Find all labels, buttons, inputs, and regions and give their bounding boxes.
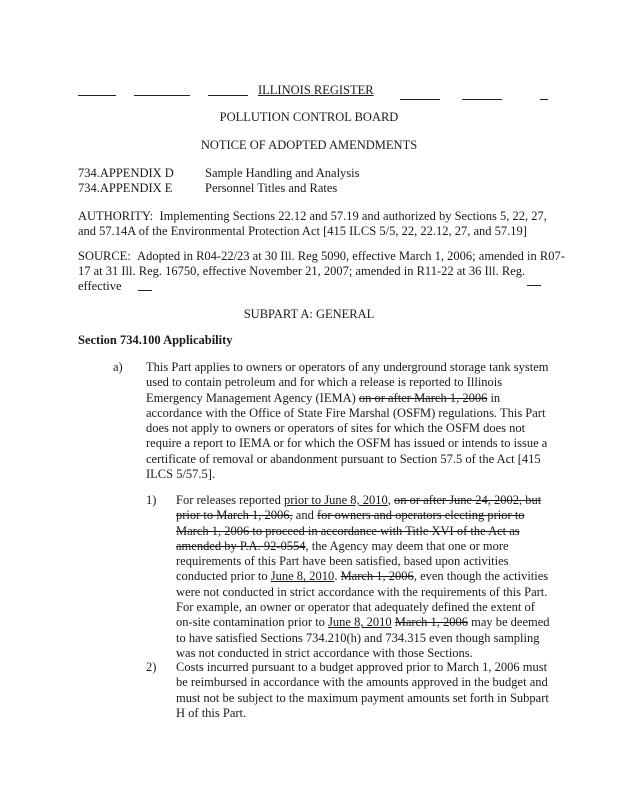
- item-a-line-5: does not apply to owners or operators of sites for which the OSFM does not: [146, 421, 526, 436]
- authority-line-1: [78, 209, 547, 224]
- source-text-1: Adopted in R04-22/23 at 30 Ill. Reg 5090, effective March 1, 2006; amended in R07-: [137, 249, 565, 263]
- item-1-line-5: requirements of this Part have been satisfied, based upon activities: [176, 554, 509, 569]
- item-a-marker: a): [113, 360, 123, 374]
- appendix-e-id: 734.APPENDIX E: [78, 181, 173, 195]
- item-1-line-8: For example, an owner or operator that adequately defined the extent of: [176, 600, 535, 615]
- source-line-3: effective: [78, 279, 122, 293]
- item-1-text: [176, 493, 586, 661]
- item-a-struck: on or after March 1, 2006: [358, 390, 488, 405]
- authority-label: AUTHORITY:: [78, 209, 154, 223]
- header-blank-3: [208, 95, 248, 96]
- source-blank-2: [527, 285, 541, 286]
- item-1-line-9: on-site contamination prior to June 8, 2010 March 1, 2006 may be deemed: [176, 615, 550, 630]
- header-blank-5: [462, 99, 502, 100]
- item-a-line-4: accordance with the Office of State Fire Marshal (OSFM) regulations. This Part: [146, 405, 546, 420]
- section-heading: Section 734.100 Applicability: [78, 333, 233, 347]
- item-1-line-2: prior to March 1, 2006, and for owners and operators electing prior to: [176, 508, 525, 523]
- source-line-1: [78, 249, 565, 264]
- item-1-line-6: conducted prior to June 8, 2010. March 1, 2006, even though the activities: [176, 569, 549, 584]
- register-title: ILLINOIS REGISTER: [258, 83, 374, 97]
- item-a-line-3: Emergency Management Agency (IEMA) on or after March 1, 2006 in: [146, 390, 501, 405]
- item-1-line-7: were not conducted in strict accordance with the requirements of this Part.: [176, 584, 548, 599]
- item-a-line-6: require a report to IEMA or for which the OSFM has issued or intends to issue a: [146, 436, 548, 451]
- appendix-d-id: 734.APPENDIX D: [78, 166, 174, 180]
- source-label: SOURCE:: [78, 249, 131, 263]
- item-2-line-3: must not be subject to the maximum payment amounts set forth in Subpart: [176, 690, 549, 705]
- subpart-heading: SUBPART A: GENERAL: [243, 307, 375, 321]
- notice-title: NOTICE OF ADOPTED AMENDMENTS: [200, 138, 418, 152]
- authority-text-1: Implementing Sections 22.12 and 57.19 and authorized by Sections 5, 22, 27,: [159, 209, 547, 223]
- item-1-line-3: March 1, 2006 to proceed in accordance with Title XVI of the Act as: [176, 523, 520, 538]
- item-a-line-7: certificate of removal or abandonment pursuant to Section 57.5 of the Act [415: [146, 451, 541, 466]
- appendix-e-title: Personnel Titles and Rates: [205, 181, 338, 195]
- authority-line-2: and 57.14A of the Environmental Protection Act [415 ILCS 5/5, 22, 22.12, 27, and 57.19]: [78, 224, 527, 238]
- header-blank-6: [540, 99, 548, 100]
- header-blank-2: [134, 95, 190, 96]
- item-2-text: [176, 660, 586, 721]
- source-line-2: 17 at 31 Ill. Reg. 16750, effective November 21, 2007; amended in R11-22 at 36 Ill. Reg.: [78, 264, 526, 278]
- header-blank-1: [78, 95, 116, 96]
- item-1-marker: 1): [146, 493, 157, 507]
- appendix-d-title: Sample Handling and Analysis: [205, 166, 360, 180]
- item-1-line-4: amended by P.A. 92-0554, the Agency may deem that one or more: [176, 538, 509, 553]
- item-2-line-2: be reimbursed in accordance with the amounts approved in the budget and: [176, 675, 548, 690]
- item-1-line-1: For releases reported prior to June 8, 2010, on or after June 24, 2002, but: [176, 493, 542, 507]
- header-blank-4: [400, 99, 440, 100]
- source-blank-1: [138, 290, 152, 291]
- board-title: POLLUTION CONTROL BOARD: [219, 110, 399, 124]
- item-1-line-11: was not conducted in strict accordance with those Sections.: [176, 645, 473, 660]
- item-2-line-4: H of this Part.: [176, 705, 247, 720]
- item-a-line-8: ILCS 5/57.5].: [146, 467, 216, 482]
- item-1-line-10: to have satisfied Sections 734.210(h) and 734.315 even though sampling: [176, 630, 540, 645]
- item-2-marker: 2): [146, 660, 157, 674]
- item-a-line-2: used to contain petroleum and for which a release is reported to Illinois: [146, 375, 503, 390]
- item-a-text: [146, 360, 586, 482]
- item-2-line-1: Costs incurred pursuant to a budget approved prior to March 1, 2006 must: [176, 660, 548, 674]
- item-a-line-1: This Part applies to owners or operators of any underground storage tank system: [146, 360, 549, 374]
